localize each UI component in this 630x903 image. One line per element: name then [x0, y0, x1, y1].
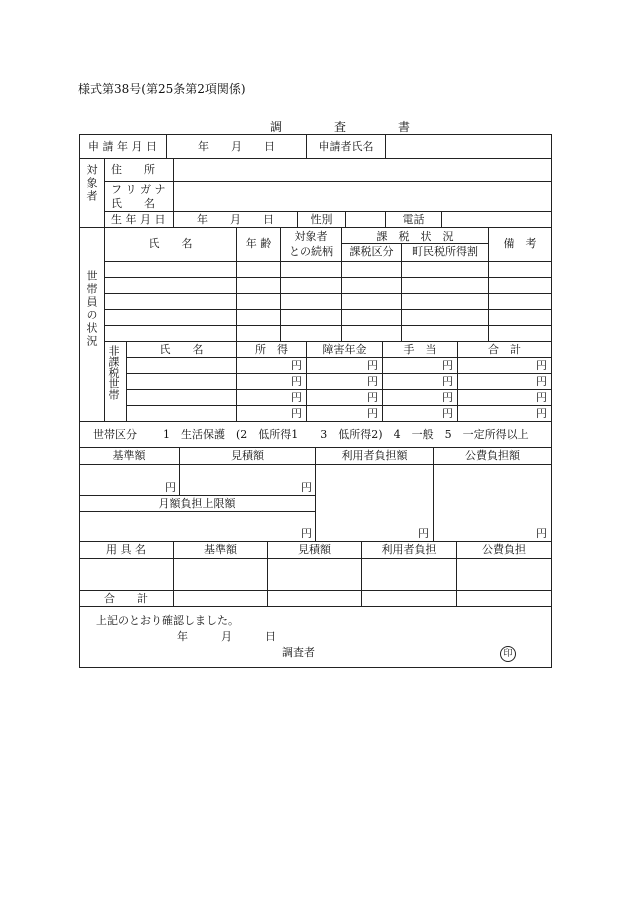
birth-date-label: 生 年 月 日: [111, 213, 166, 226]
rule: [441, 211, 442, 227]
rule: [126, 389, 552, 390]
equipment-user-burden-header: 利用者負担: [381, 543, 437, 556]
rule: [104, 211, 552, 212]
yen-unit: 円: [536, 359, 547, 372]
rule: [126, 357, 552, 358]
nontax-household-label: 非課税世帯: [107, 345, 120, 400]
survey-form: [79, 134, 552, 668]
yen-unit: 円: [442, 375, 453, 388]
yen-unit: 円: [367, 391, 378, 404]
equipment-base-header: 基準額: [204, 543, 237, 556]
seal-mark: 印: [500, 646, 516, 662]
applicant-name-label: 申請者氏名: [318, 140, 374, 153]
user-burden-header: 利用者負担額: [341, 449, 408, 462]
household-category-options: 1 生活保護 (2 低所得1 3 低所得2) 4 一般 5 一定所得以上: [163, 428, 529, 441]
rule: [104, 227, 105, 421]
yen-unit: 円: [536, 527, 547, 540]
gender-label: 性別: [310, 213, 333, 226]
estimate-header: 見積額: [231, 449, 264, 462]
inspector-label: 調査者: [282, 646, 315, 659]
town-tax-header: 町民税所得割: [412, 245, 478, 258]
yen-unit: 円: [536, 391, 547, 404]
yen-unit: 円: [536, 407, 547, 420]
phone-label: 電話: [402, 213, 425, 226]
nontax-allowance-header: 手 当: [403, 343, 437, 356]
equipment-public-burden-header: 公費負担: [482, 543, 526, 556]
equipment-estimate-header: 見積額: [298, 543, 331, 556]
rule: [104, 158, 105, 227]
yen-unit: 円: [418, 527, 429, 540]
rule: [79, 495, 315, 496]
yen-unit: 円: [367, 359, 378, 372]
yen-unit: 円: [291, 407, 302, 420]
monthly-cap-label: 月額負担上限額: [158, 497, 236, 510]
rule: [104, 341, 552, 342]
nontax-income-header: 所 得: [255, 343, 288, 356]
birth-date-value: 年 月 日: [197, 213, 274, 226]
nontax-name-header: 氏 名: [159, 343, 204, 356]
rule: [104, 293, 552, 294]
rule: [126, 405, 552, 406]
rule: [104, 181, 552, 182]
yen-unit: 円: [442, 391, 453, 404]
yen-unit: 円: [301, 527, 312, 540]
address-label: 住 所: [111, 163, 155, 176]
nontax-total-header: 合 計: [488, 343, 521, 356]
subject-name-label: 氏 名: [111, 197, 155, 210]
rule: [79, 558, 552, 559]
rule: [79, 421, 552, 422]
base-amount-header: 基準額: [112, 449, 146, 462]
rule: [104, 261, 552, 262]
furigana-label: フ リ ガ ナ: [111, 183, 166, 196]
yen-unit: 円: [367, 375, 378, 388]
application-date-label: 申 請 年 月 日: [88, 140, 157, 153]
equipment-total-label: 合 計: [104, 592, 148, 605]
confirmation-date: 年 月 日: [177, 630, 276, 643]
rule: [79, 227, 552, 228]
rule: [79, 511, 315, 512]
age-header: 年 齢: [245, 237, 272, 250]
form-number: 様式第38号(第25条第2項関係): [78, 82, 246, 96]
rule: [79, 134, 80, 668]
yen-unit: 円: [291, 359, 302, 372]
rule: [345, 211, 346, 227]
household-category-label: 世帯区分: [93, 428, 137, 441]
member-name-header: 氏 名: [148, 237, 193, 250]
rule: [551, 134, 552, 668]
yen-unit: 円: [442, 359, 453, 372]
rule: [79, 134, 552, 135]
rule: [79, 590, 552, 591]
rule: [341, 243, 488, 244]
household-group-label: 世帯員の状況: [85, 270, 98, 348]
remarks-header: 備 考: [503, 237, 537, 250]
tax-status-header: 課 税 状 況: [376, 230, 454, 243]
rule: [104, 277, 552, 278]
rule: [79, 541, 552, 542]
rule: [79, 606, 552, 607]
rule: [79, 158, 552, 159]
document-title: 調 査 書: [270, 120, 431, 134]
confirmation-statement: 上記のとおり確認しました。: [96, 614, 239, 627]
rule: [385, 134, 386, 158]
rule: [104, 325, 552, 326]
application-date-value: 年 月 日: [198, 140, 275, 153]
subject-group-label: 対象者: [85, 164, 98, 203]
yen-unit: 円: [165, 481, 176, 494]
yen-unit: 円: [291, 391, 302, 404]
relation-header-bottom: との続柄: [289, 245, 333, 258]
relation-header-top: 対象者: [294, 230, 328, 243]
yen-unit: 円: [367, 407, 378, 420]
rule: [104, 309, 552, 310]
yen-unit: 円: [536, 375, 547, 388]
public-burden-header: 公費負担額: [465, 449, 520, 462]
yen-unit: 円: [442, 407, 453, 420]
nontax-pension-header: 障害年金: [322, 343, 367, 356]
yen-unit: 円: [301, 481, 312, 494]
tax-class-header: 課税区分: [349, 245, 394, 258]
equipment-name-header: 用 具 名: [106, 543, 146, 556]
rule: [126, 373, 552, 374]
rule: [79, 667, 552, 668]
yen-unit: 円: [291, 375, 302, 388]
